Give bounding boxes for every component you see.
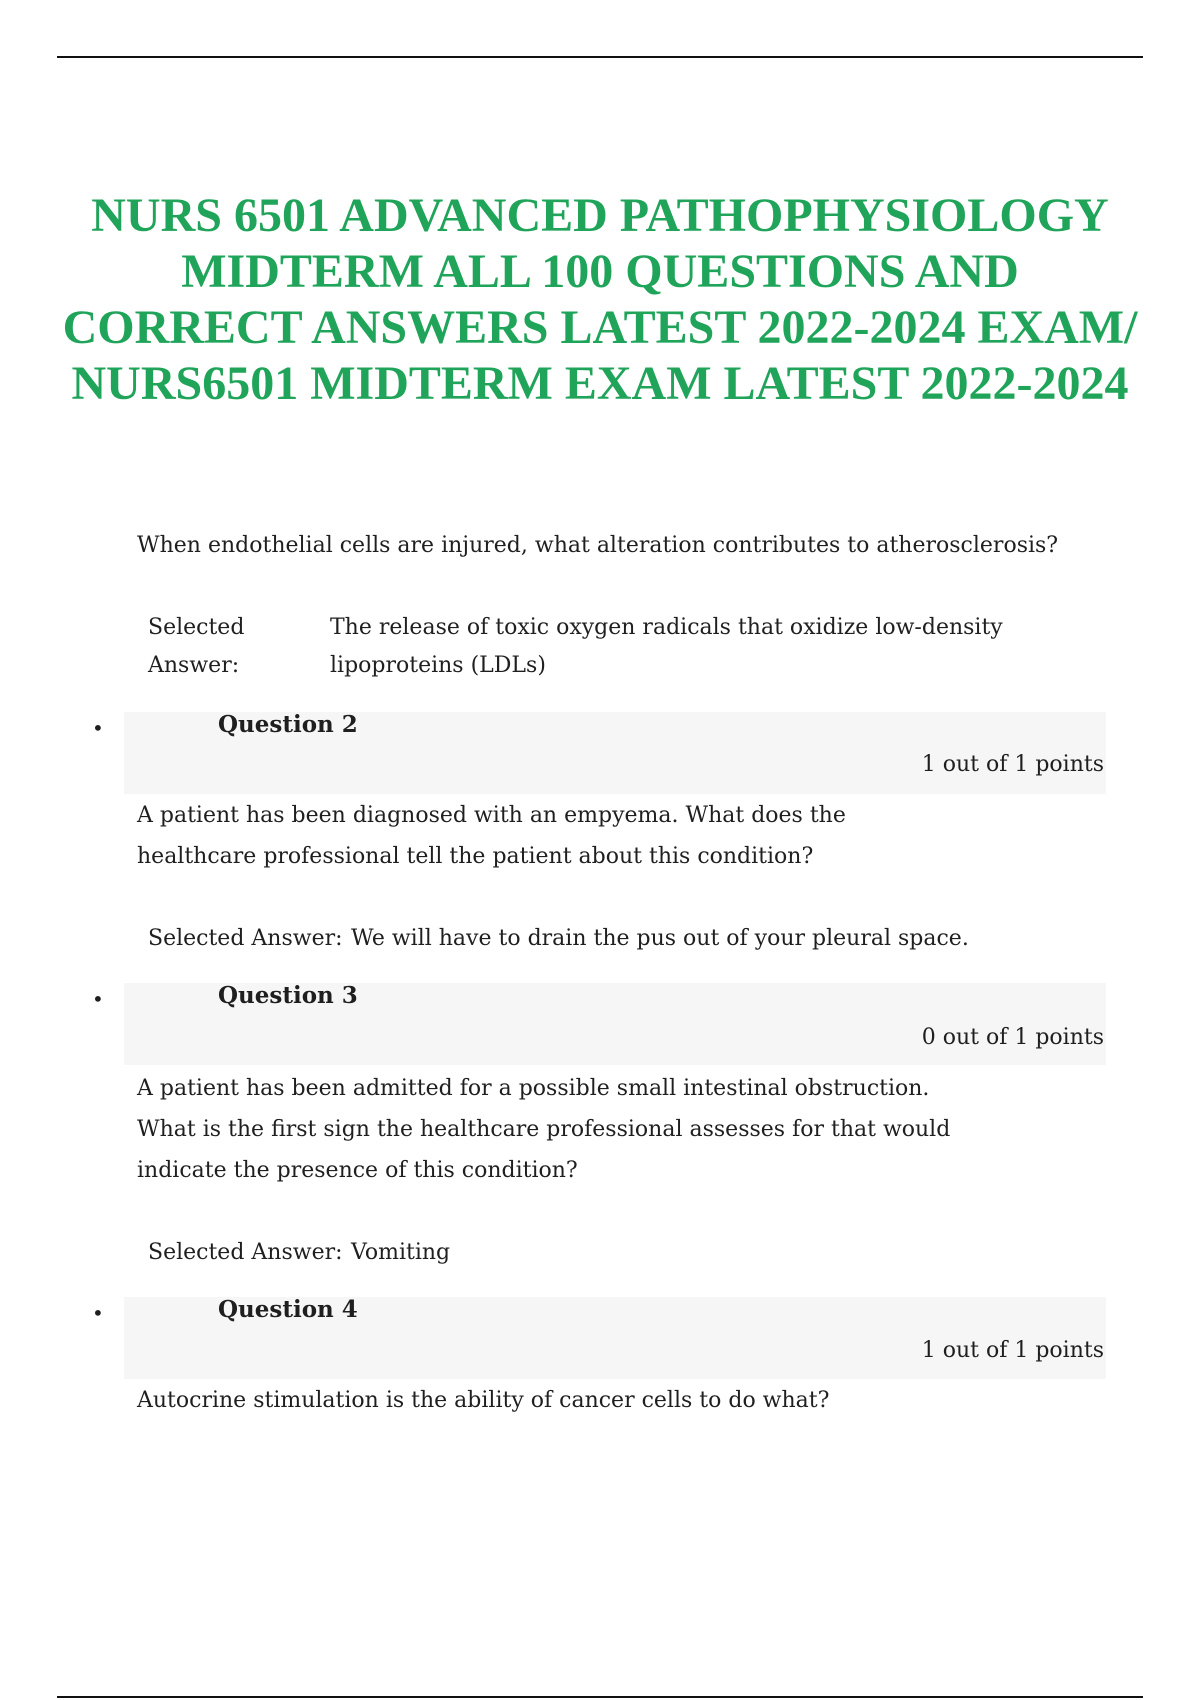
question-2-points: 1 out of 1 points xyxy=(921,752,1104,777)
question-2-heading: Question 2 xyxy=(218,711,358,738)
selected-answer-value: lipoproteins (LDLs) xyxy=(330,653,546,678)
question-3-selected-answer xyxy=(148,1234,1048,1272)
selected-answer-label: Answer: xyxy=(148,653,240,678)
question-3-bullet: • xyxy=(92,987,104,1011)
question-1-prompt: When endothelial cells are injured, what alteration contributes to atherosclerosis? xyxy=(137,533,1059,558)
question-3-heading: Question 3 xyxy=(218,982,358,1009)
selected-answer-value: Vomiting xyxy=(351,1240,451,1265)
selected-answer-value: The release of toxic oxygen radicals that oxidize low-density xyxy=(330,615,1003,640)
question-2-bullet: • xyxy=(92,716,104,740)
question-4-prompt: Autocrine stimulation is the ability of cancer cells to do what? xyxy=(137,1388,830,1413)
question-3-prompt: A patient has been admitted for a possible small intestinal obstruction. What is the first sign the healthcare professional assesses for that would indicate the presence of this condition? xyxy=(137,1076,951,1183)
question-3-points: 0 out of 1 points xyxy=(921,1025,1104,1050)
bottom-rule xyxy=(57,1696,1143,1698)
question-2-selected-answer xyxy=(148,920,1048,958)
top-rule xyxy=(57,56,1143,58)
selected-answer-label: Selected Answer: xyxy=(148,1240,343,1265)
selected-answer-value: We will have to drain the pus out of your pleural space. xyxy=(351,926,969,951)
selected-answer-label: Selected Answer: xyxy=(148,926,343,951)
document-title: NURS 6501 ADVANCED PATHOPHYSIOLOGY MIDTERM ALL 100 QUESTIONS AND CORRECT ANSWERS LATEST 2022-2024 EXAM/ NURS6501 MIDTERM EXAM LATEST 2022-2024 xyxy=(62,189,1138,410)
question-4-heading: Question 4 xyxy=(218,1296,358,1323)
question-4-points: 1 out of 1 points xyxy=(921,1338,1104,1363)
question-4-bullet: • xyxy=(92,1301,104,1325)
question-2-prompt: A patient has been diagnosed with an empyema. What does the healthcare professional tell the patient about this condition? xyxy=(137,803,846,869)
selected-answer-label: Selected xyxy=(148,615,245,640)
question-1-selected-answer xyxy=(148,609,1048,689)
